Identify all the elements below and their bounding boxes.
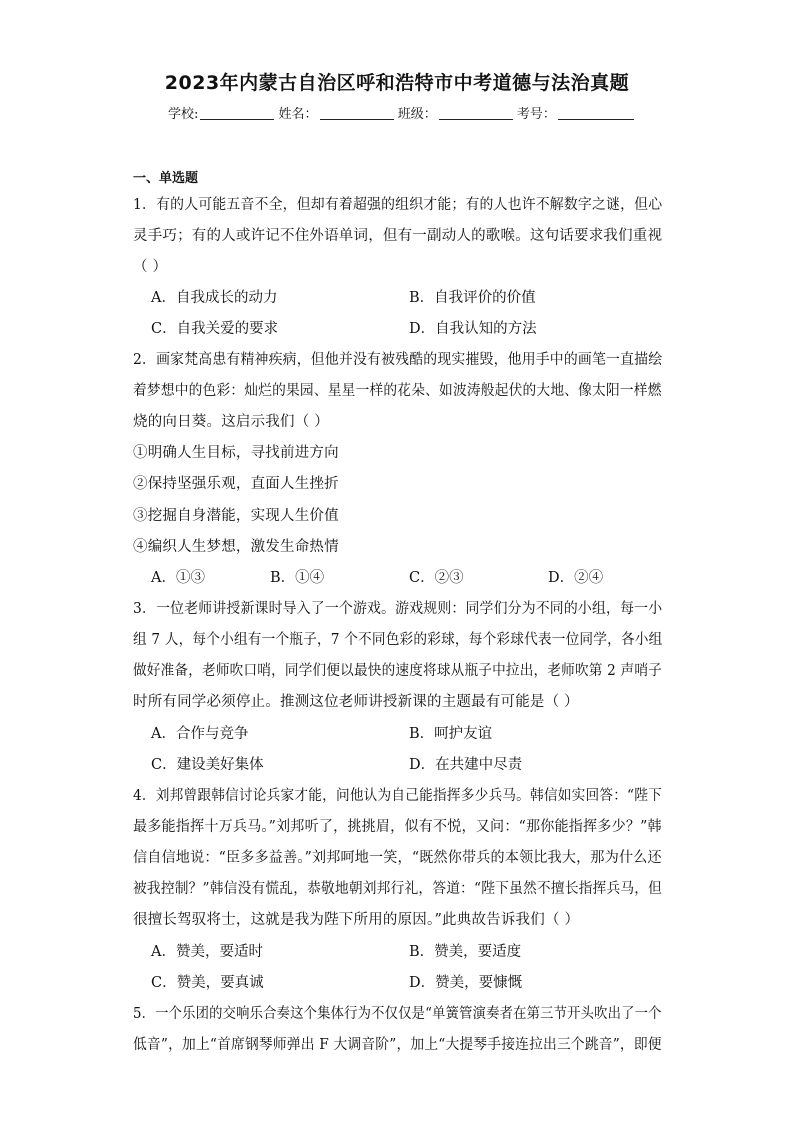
answer-blank: （ ） [133, 259, 168, 275]
statement-2: ②保持坚强乐观，直面人生挫折 [133, 476, 339, 492]
statement-3: ③挖掘自身潜能，实现人生价值 [133, 508, 339, 524]
student-info-row [168, 103, 634, 122]
question-text: 被我控制？”韩信没有慌乱，恭敬地朝刘邦行礼，答道：“陛下虽然不擅长指挥兵马，但 [133, 881, 663, 897]
option-d[interactable]: D．赞美，要慷慨 [409, 975, 523, 991]
section-heading: 一、单选题 [133, 171, 199, 186]
question-text: 时所有同学必须停止。推测这位老师讲授新课的主题最有可能是（ ） [133, 694, 579, 710]
school-blank[interactable] [200, 106, 274, 120]
page-title: 2023年内蒙古自治区呼和浩特市中考道德与法治真题 [164, 72, 630, 94]
option-d[interactable]: D．在共建中尽责 [409, 757, 523, 773]
option-a[interactable]: A．合作与竞争 [151, 726, 249, 742]
school-label: 学校: [168, 107, 199, 122]
question-text: 最多能指挥十万兵马。”刘邦听了，挑挑眉，似有不悦，又问：“那你能指挥多少？”韩 [133, 819, 662, 835]
option-b[interactable]: B．呵护友谊 [409, 726, 493, 742]
name-blank[interactable] [320, 106, 394, 120]
exam-no-blank[interactable] [558, 106, 634, 120]
option-a[interactable]: A．①③ [151, 570, 205, 586]
option-c[interactable]: C．自我关爱的要求 [151, 321, 279, 337]
question-text: 烧的向日葵。这启示我们（ ） [133, 414, 329, 430]
statement-1: ①明确人生目标，寻找前进方向 [133, 445, 339, 461]
statement-4: ④编织人生梦想，激发生命热情 [133, 539, 339, 555]
question-text: 组 7 人，每个小组有一个瓶子，7 个不同色彩的彩球，每个彩球代表一位同学，各小组 [133, 632, 663, 648]
exam-no-label: 考号： [516, 107, 556, 122]
option-c[interactable]: C．赞美，要真诚 [151, 975, 264, 991]
question-text: 灵手巧；有的人或许记不住外语单词，但有一副动人的歌喉。这句话要求我们重视 [133, 228, 663, 244]
question-text: 做好准备，老师吹口哨，同学们便以最快的速度将球从瓶子中拉出，老师吹第 2 声哨子 [133, 663, 662, 679]
option-b[interactable]: B．赞美，要适度 [409, 944, 522, 960]
name-label: 姓名： [278, 107, 318, 122]
question-text: 信自信地说：“臣多多益善。”刘邦呵地一笑，“既然你带兵的本领比我大，那为什么还 [133, 850, 662, 866]
option-a[interactable]: A．赞美，要适时 [151, 944, 263, 960]
option-b[interactable]: B．自我评价的价值 [409, 290, 536, 306]
question-text: 5．一个乐团的交响乐合奏这个集体行为不仅仅是“单簧管演奏者在第三节开头吹出了一个 [133, 1006, 662, 1022]
question-text: 2．画家梵高患有精神疾病，但他并没有被残酷的现实摧毁，他用手中的画笔一直描绘 [133, 352, 663, 368]
option-d[interactable]: D．②④ [548, 570, 604, 586]
class-blank[interactable] [439, 106, 513, 120]
option-c[interactable]: C．建设美好集体 [151, 757, 264, 773]
class-label: 班级： [397, 107, 437, 122]
question-text: 很擅长驾驭将士，这就是我为陛下所用的原因。”此典故告诉我们（ ） [133, 912, 580, 928]
question-text: 3．一位老师讲授新课时导入了一个游戏。游戏规则：同学们分为不同的小组，每一小 [133, 601, 663, 617]
option-c[interactable]: C．②③ [409, 570, 464, 586]
question-text: 1．有的人可能五音不全，但却有着超强的组织才能；有的人也许不解数字之谜，但心 [133, 197, 663, 213]
option-a[interactable]: A．自我成长的动力 [151, 290, 278, 306]
question-text: 着梦想中的色彩：灿烂的果园、星星一样的花朵、如波涛般起伏的大地、像太阳一样燃 [133, 383, 662, 399]
question-text: 4．刘邦曾跟韩信讨论兵家才能，问他认为自己能指挥多少兵马。韩信如实回答：“陛下 [133, 788, 662, 804]
option-d[interactable]: D．自我认知的方法 [409, 321, 537, 337]
option-b[interactable]: B．①④ [270, 570, 325, 586]
question-text: 低音”，加上“首席钢琴师弹出 F 大调音阶”，加上“大提琴手接连拉出三个跳音”，即便 [133, 1037, 662, 1053]
